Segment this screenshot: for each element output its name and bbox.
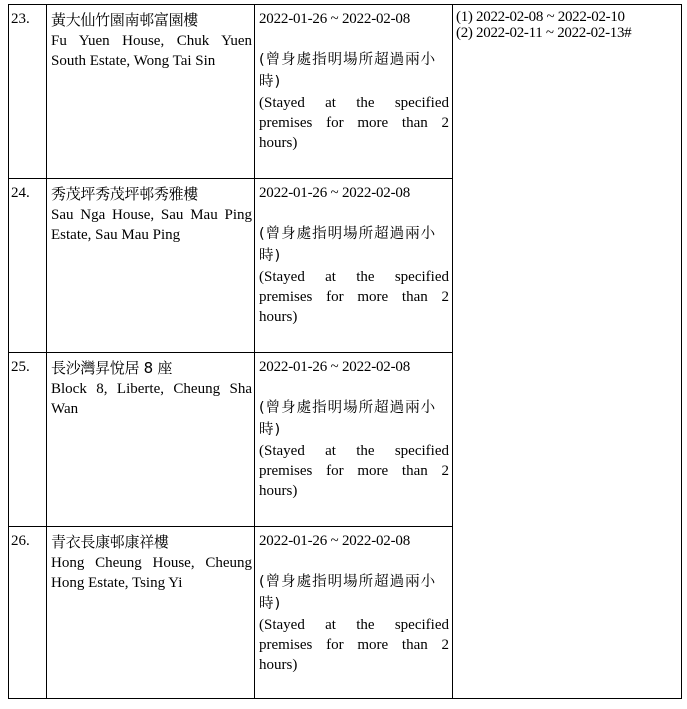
stay-note-zh: (曾身處指明場所超過兩小時) xyxy=(259,226,437,264)
building-name-en: Fu Yuen House, Chuk Yuen South Estate, Wong Tai Sin xyxy=(51,33,252,69)
period-cell xyxy=(255,5,453,179)
building-cell xyxy=(47,5,255,179)
specified-premises-table xyxy=(8,4,682,699)
date-range: 2022-01-26 ~ 2022-02-08 xyxy=(259,533,410,549)
stay-note-zh: (曾身處指明場所超過兩小時) xyxy=(259,400,437,438)
building-name-zh: 秀茂坪秀茂坪邨秀雅樓 xyxy=(51,185,199,203)
building-name-zh: 長沙灣昇悅居 8 座 xyxy=(51,359,173,377)
building-cell xyxy=(47,527,255,699)
test-date-2: (2) 2022-02-11 ~ 2022-02-13# xyxy=(456,25,632,41)
row-number: 26. xyxy=(9,527,47,699)
date-range: 2022-01-26 ~ 2022-02-08 xyxy=(259,359,410,375)
stay-note-zh: (曾身處指明場所超過兩小時) xyxy=(259,52,437,90)
stay-note-en: (Stayed at the specified premises for more than 2 hours) xyxy=(259,95,449,151)
row-number: 24. xyxy=(9,179,47,353)
date-range: 2022-01-26 ~ 2022-02-08 xyxy=(259,11,410,27)
building-name-en: Hong Cheung House, Cheung Hong Estate, Tsing Yi xyxy=(51,555,252,591)
date-range: 2022-01-26 ~ 2022-02-08 xyxy=(259,185,410,201)
period-cell xyxy=(255,179,453,353)
row-number: 25. xyxy=(9,353,47,527)
test-dates-cell xyxy=(453,5,682,699)
building-cell xyxy=(47,179,255,353)
building-name-zh: 黃大仙竹園南邨富園樓 xyxy=(51,11,199,29)
stay-note-en: (Stayed at the specified premises for more than 2 hours) xyxy=(259,443,449,499)
row-number: 23. xyxy=(9,5,47,179)
period-cell xyxy=(255,527,453,699)
stay-note-en: (Stayed at the specified premises for more than 2 hours) xyxy=(259,269,449,325)
period-cell xyxy=(255,353,453,527)
stay-note-en: (Stayed at the specified premises for more than 2 hours) xyxy=(259,617,449,673)
stay-note-zh: (曾身處指明場所超過兩小時) xyxy=(259,574,437,612)
test-date-1: (1) 2022-02-08 ~ 2022-02-10 xyxy=(456,9,625,25)
building-name-en: Block 8, Liberte, Cheung Sha Wan xyxy=(51,381,252,417)
building-cell xyxy=(47,353,255,527)
table-row xyxy=(9,5,682,179)
building-name-zh: 青衣長康邨康祥樓 xyxy=(51,533,169,551)
building-name-en: Sau Nga House, Sau Mau Ping Estate, Sau Mau Ping xyxy=(51,207,252,243)
